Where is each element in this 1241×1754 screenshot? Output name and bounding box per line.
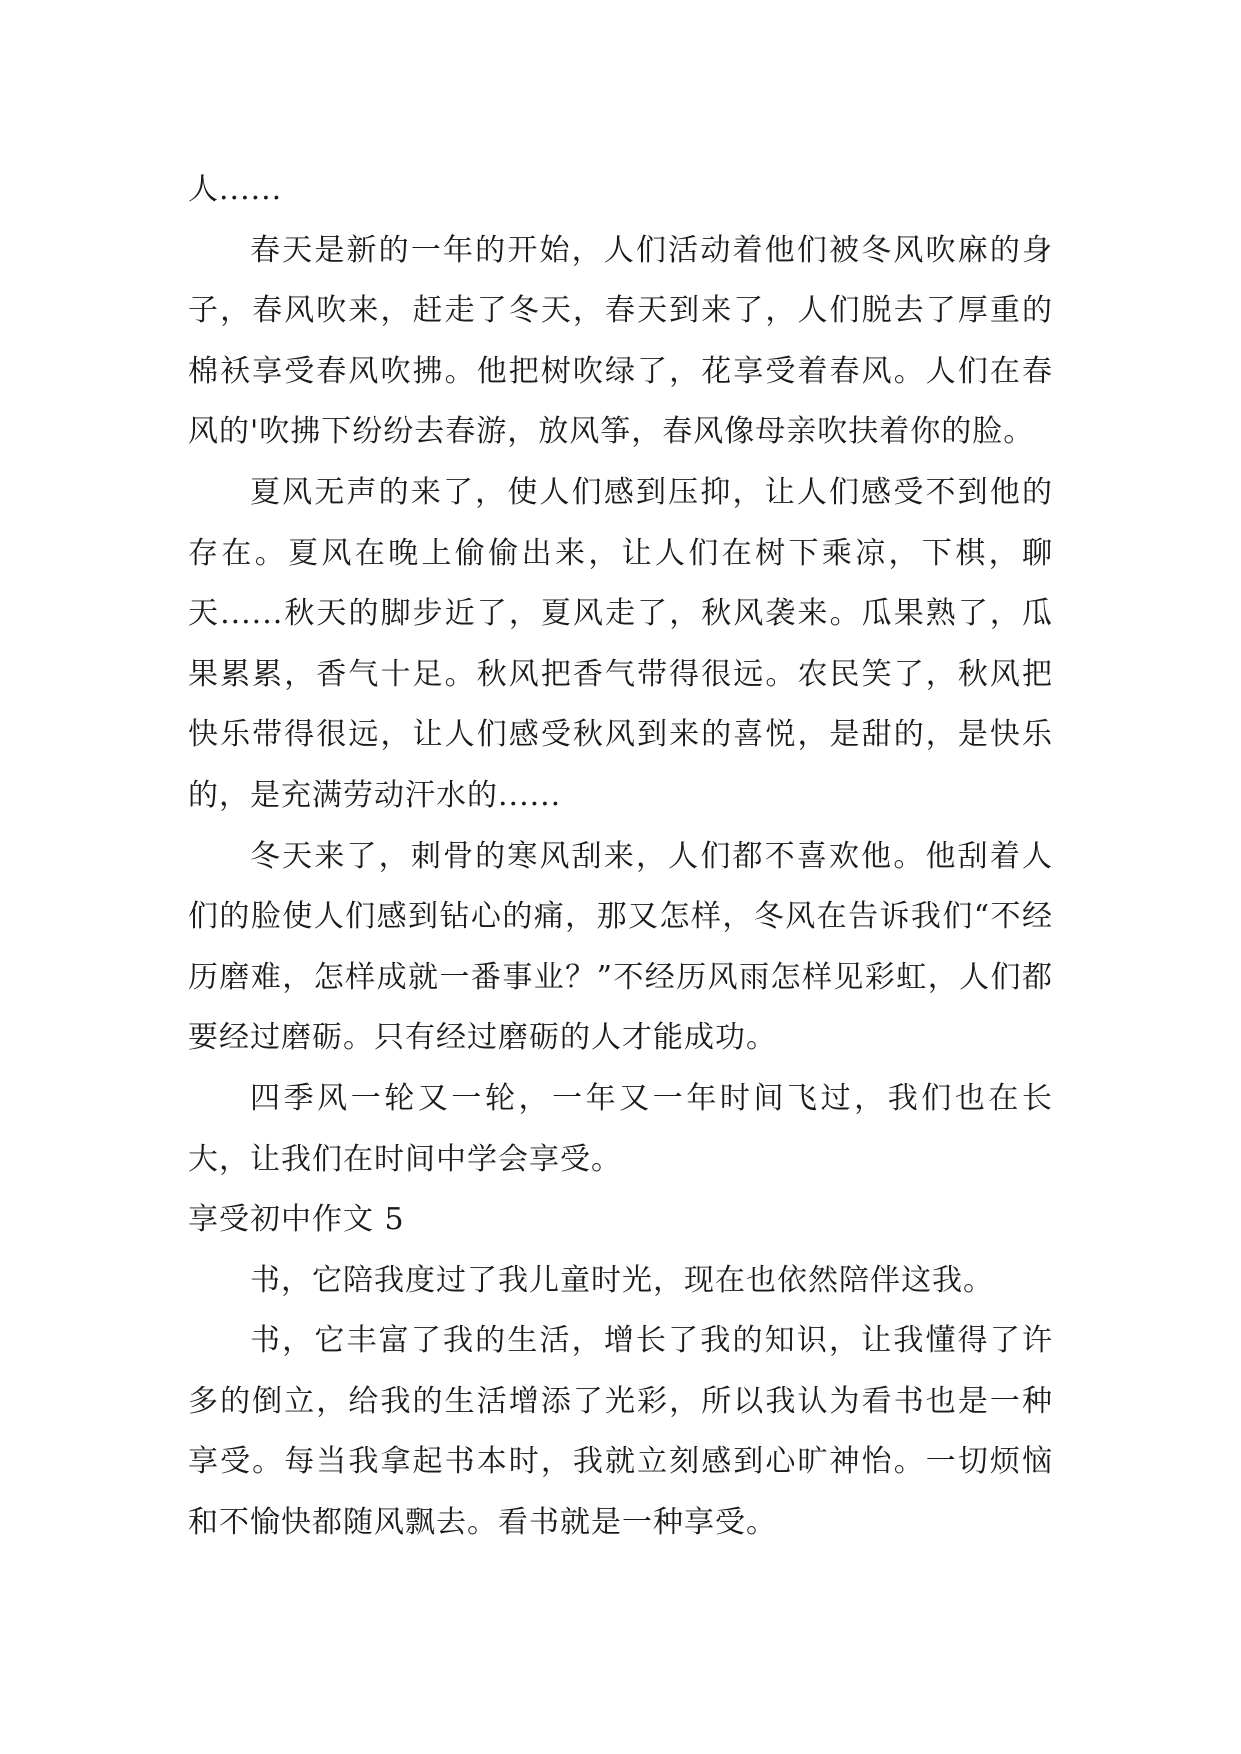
- paragraph-seasons-conclusion: 四季风一轮又一轮，一年又一年时间飞过，我们也在长大，让我们在时间中学会享受。: [188, 1080, 1053, 1177]
- paragraph-winter: 冬天来了，刺骨的寒风刮来，人们都不喜欢他。他刮着人们的脸使人们感到钻心的痛，那又怎样，冬风在告诉我们“不经历磨难，怎样成就一番事业？”不经历风雨怎样见彩虹，人们都要经过磨砺。只有经过磨砺的人才能成功。: [188, 838, 1053, 1056]
- article-body: [188, 160, 1053, 1554]
- paragraph-spring: 春天是新的一年的开始，人们活动着他们被冬风吹麻的身子，春风吹来，赶走了冬天，春天到来了，人们脱去了厚重的棉袄享受春风吹拂。他把树吹绿了，花享受着春风。人们在春风的'吹拂下纷纷去春游，放风筝，春风像母亲吹扶着你的脸。: [188, 232, 1053, 450]
- essay-heading: 享受初中作文 5: [188, 1202, 405, 1238]
- paragraph-continuation: 人......: [188, 172, 283, 207]
- paragraph-book-enjoyment: 书，它丰富了我的生活，增长了我的知识，让我懂得了许多的倒立，给我的生活增添了光彩，所以我认为看书也是一种享受。每当我拿起书本时，我就立刻感到心旷神怡。一切烦恼和不愉快都随风飘去。看书就是一种享受。: [188, 1323, 1053, 1541]
- paragraph-book-intro: 书，它陪我度过了我儿童时光，现在也依然陪伴这我。: [250, 1262, 994, 1298]
- paragraph-summer-autumn: 夏风无声的来了，使人们感到压抑，让人们感受不到他的存在。夏风在晚上偷偷出来，让人们在树下乘凉，下棋，聊天......秋天的脚步近了，夏风走了，秋风袭来。瓜果熟了，瓜果累累，香气十足。秋风把香气带得很远。农民笑了，秋风把快乐带得很远，让人们感受秋风到来的喜悦，是甜的，是快乐的，是充满劳动汗水的......: [188, 474, 1053, 813]
